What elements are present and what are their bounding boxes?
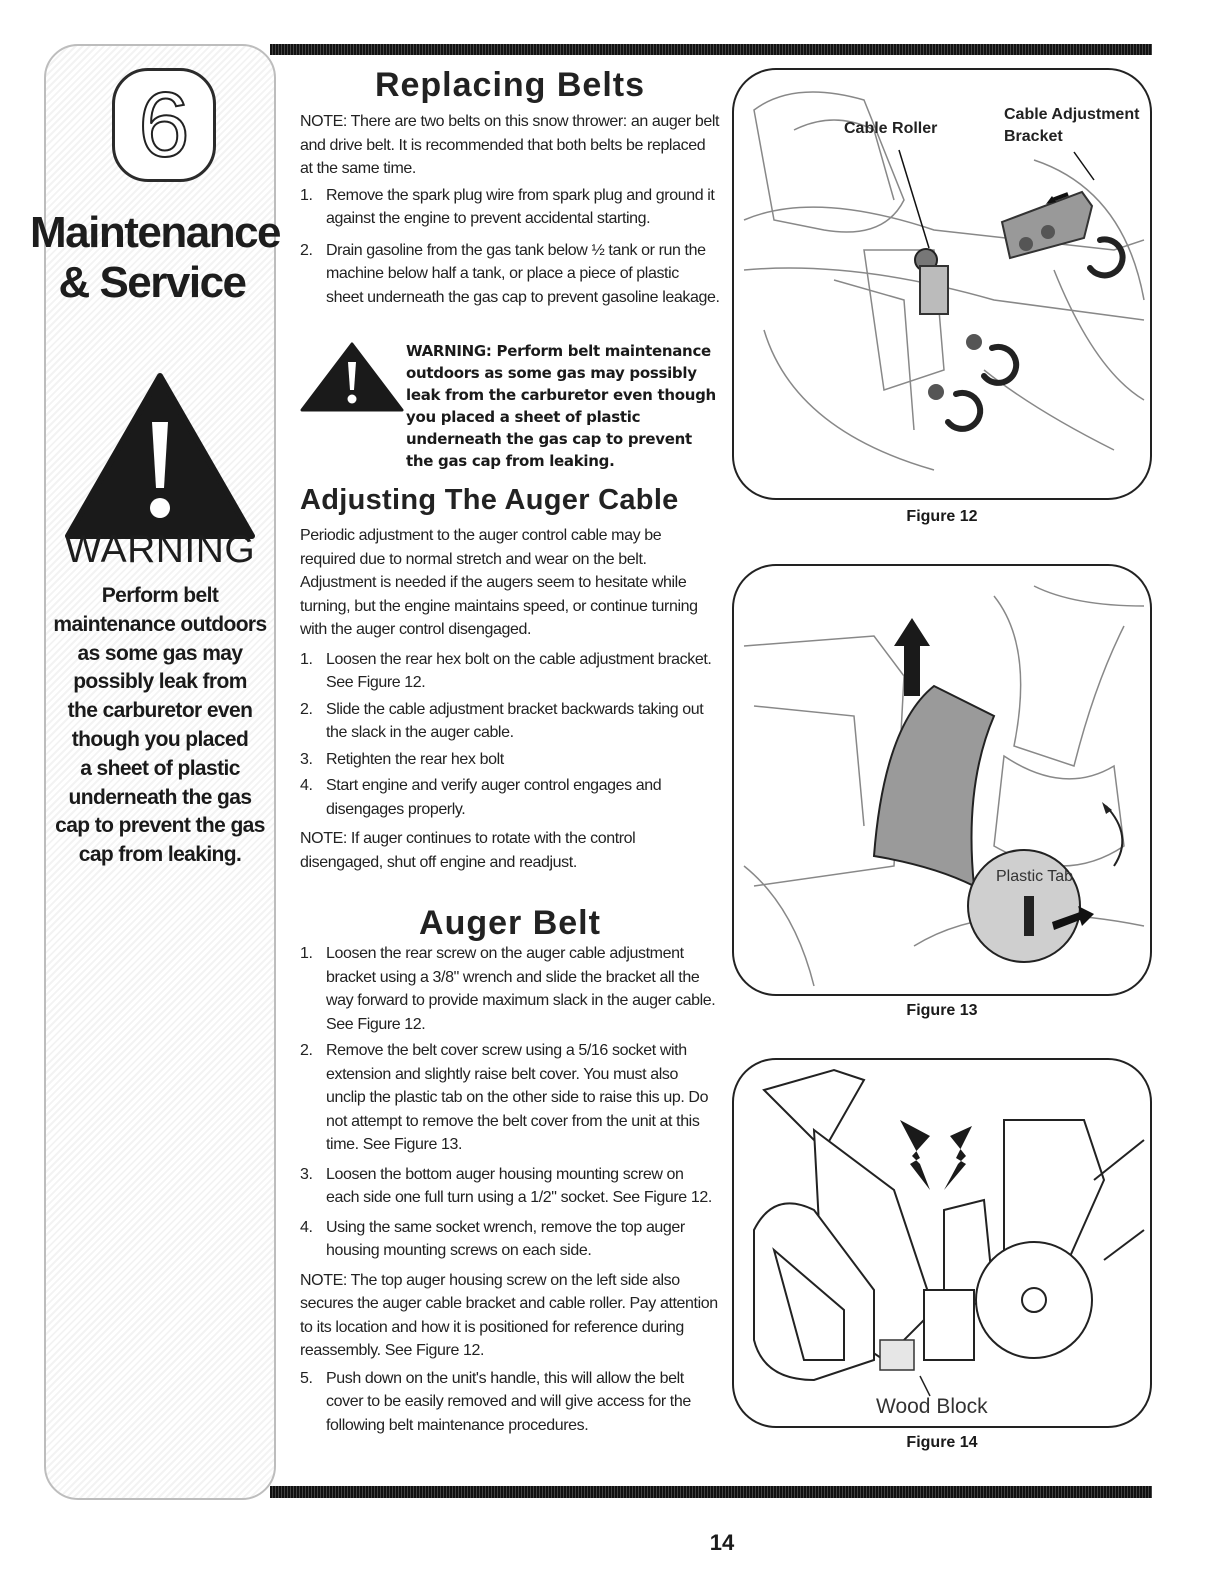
figure-13-illustration xyxy=(734,566,1152,996)
inline-warning-text: WARNING: Perform belt maintenance outdoors as some gas may possibly leak from the carburetor even though you placed a sheet of plastic underneath the gas cap to prevent the gas cap from leaking. xyxy=(406,342,716,470)
auger-belt-steps-continued xyxy=(300,1367,720,1438)
figure-13 xyxy=(732,564,1152,996)
plastic-tab-label: Plastic Tab xyxy=(996,868,1074,885)
warning-line: though you placed xyxy=(71,727,249,751)
figure-14-illustration xyxy=(734,1060,1152,1428)
warning-line: cap from leaking. xyxy=(78,843,242,867)
list-item: 2. Slide the cable adjustment bracket backwards taking out the slack in the auger cable. xyxy=(300,700,704,741)
list-item: 1. Remove the spark plug wire from spark plug and ground it against the engine to prevent accidental starting. xyxy=(300,186,715,227)
figure-12 xyxy=(732,68,1152,500)
warning-line: the carburetor even xyxy=(67,699,253,723)
warning-triangle-icon xyxy=(300,342,404,414)
auger-belt-heading: Auger Belt xyxy=(419,904,601,942)
replacing-belts-note: NOTE: There are two belts on this snow thrower: an auger belt and drive belt. It is recommended that both belts be replaced at the same time. xyxy=(300,113,720,177)
list-item: 3. Loosen the bottom auger housing mounting screw on each side one full turn using a 1/2" socket. See Figure 12. xyxy=(300,1165,712,1206)
warning-line: possibly leak from xyxy=(73,670,247,694)
adjusting-cable-heading: Adjusting The Auger Cable xyxy=(300,484,679,516)
inline-warning xyxy=(300,340,720,470)
chapter-title xyxy=(30,208,281,308)
list-item: 4. Start engine and verify auger control engages and disengages properly. xyxy=(300,777,662,818)
warning-line: underneath the gas xyxy=(68,785,252,809)
adjusting-cable-note: NOTE: If auger continues to rotate with the control disengaged, shut off engine and readjust. xyxy=(300,830,636,871)
adjusting-cable-body xyxy=(300,524,720,874)
figure-14 xyxy=(732,1058,1152,1428)
page-number: 14 xyxy=(709,1530,735,1555)
bottom-rule xyxy=(270,1486,1152,1498)
list-item: 4. Using the same socket wrench, remove the top auger housing mounting screws on each side. xyxy=(300,1218,685,1259)
list-item: 5. Push down on the unit's handle, this will allow the belt cover to be easily removed and will give access for the following belt maintenance procedures. xyxy=(300,1369,691,1434)
replacing-belts-heading: Replacing Belts xyxy=(374,66,646,104)
warning-text xyxy=(52,582,268,870)
auger-belt-steps xyxy=(300,942,720,1263)
list-item: 1. Loosen the rear hex bolt on the cable adjustment bracket. See Figure 12. xyxy=(300,650,712,691)
wood-block-label: Wood Block xyxy=(876,1395,988,1418)
warning-line: maintenance outdoors xyxy=(53,612,267,636)
list-item: 3. Retighten the rear hex bolt xyxy=(300,750,504,768)
chapter-title-line1: Maintenance xyxy=(30,208,281,257)
figure-14-caption: Figure 14 xyxy=(906,1434,978,1451)
figure-12-caption: Figure 12 xyxy=(906,508,978,525)
adjusting-cable-steps xyxy=(300,648,720,822)
cable-roller-label: Cable Roller xyxy=(844,120,938,137)
warning-line: as some gas may xyxy=(77,641,243,665)
list-item: 2. Drain gasoline from the gas tank below ½ tank or run the machine below half a tank, or place a piece of plastic sheet underneath the gas cap to prevent gasoline leakage. xyxy=(300,241,720,306)
auger-belt-note: NOTE: The top auger housing screw on the left side also secures the auger cable bracket and cable roller. Pay attention to its location and how it is positioned for reference during reassembly. See Figure 12. xyxy=(300,1271,718,1359)
warning-triangle-icon xyxy=(64,370,256,542)
replacing-belts-steps xyxy=(300,184,720,310)
warning-line: Perform belt xyxy=(101,584,219,607)
warning-line: a sheet of plastic xyxy=(80,756,240,780)
list-item: 1. Loosen the rear screw on the auger cable adjustment bracket using a 3/8" wrench and slide the bracket all the way forward to provide maximum slack in the auger cable. See Figure 12. xyxy=(300,945,716,1033)
warning-heading: WARNING xyxy=(64,528,256,571)
warning-line: cap to prevent the gas xyxy=(55,814,265,838)
chapter-number: 6 xyxy=(112,68,216,182)
cable-adjustment-bracket-label: Cable Adjustment Bracket xyxy=(1004,106,1140,145)
top-rule xyxy=(270,44,1152,55)
list-item: 2. Remove the belt cover screw using a 5/16 socket with extension and slightly raise belt cover. You must also unclip the plastic tab on the other side to raise this up. Do not attempt to remove the belt cover from the unit at this time. See Figure 13. xyxy=(300,1042,709,1153)
chapter-title-line2: & Service xyxy=(58,258,246,307)
replacing-belts-body xyxy=(300,110,720,309)
adjusting-cable-intro: Periodic adjustment to the auger control cable may be required due to normal stretch and wear on the belt. Adjustment is needed if the augers seem to hesitate while turning, but the engine maintains speed, or continue turning with the auger control disengaged. xyxy=(300,527,698,638)
figure-13-caption: Figure 13 xyxy=(906,1002,978,1019)
auger-belt-body xyxy=(300,942,720,1437)
